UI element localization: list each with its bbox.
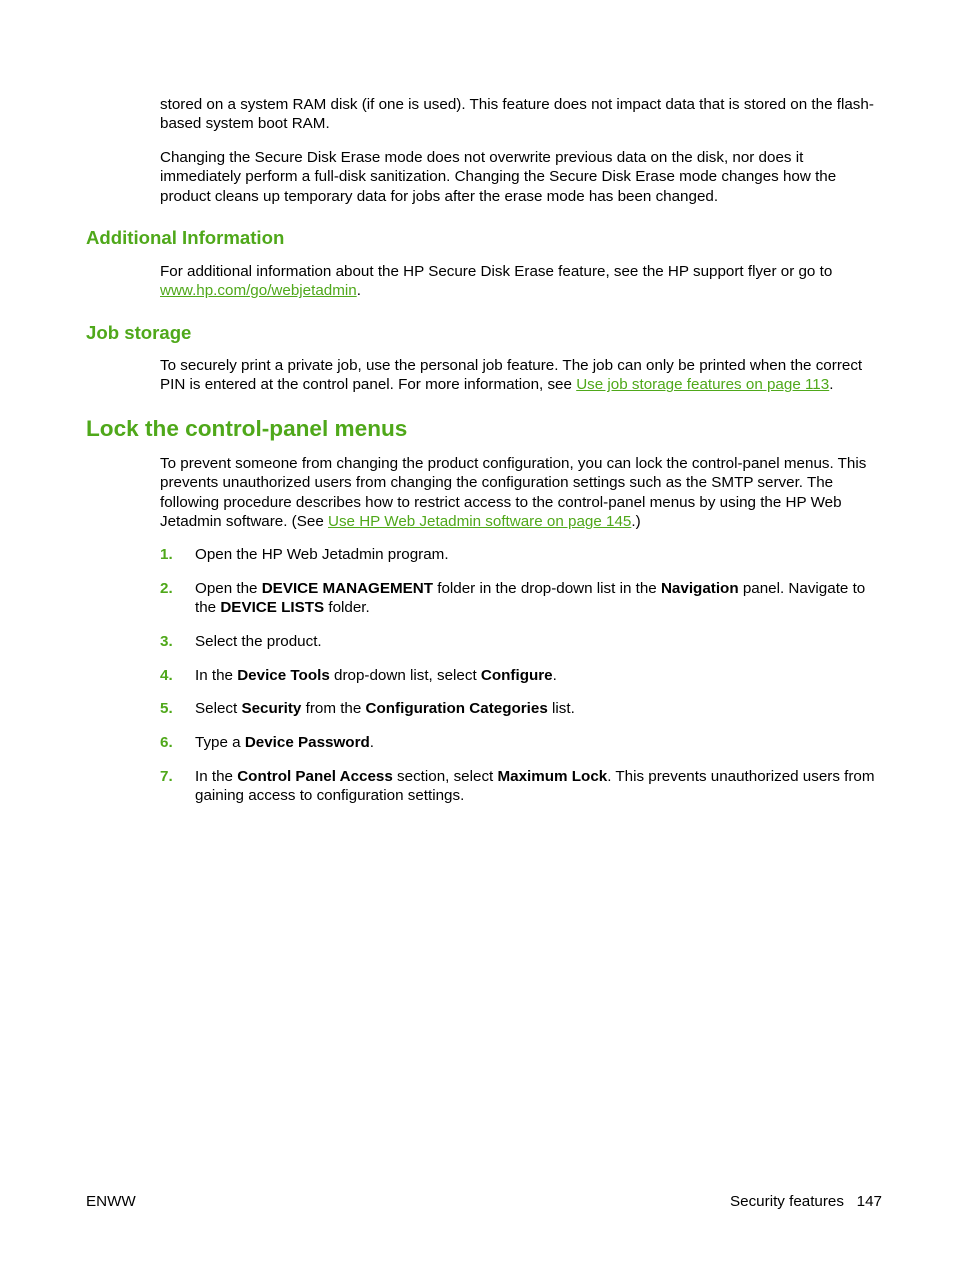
intro-paragraph-1: stored on a system RAM disk (if one is used). This feature does not impact data that is stored on the flash-based system boot RAM.: [160, 96, 874, 133]
step-text: [195, 666, 885, 685]
additional-information-paragraph: [160, 262, 886, 301]
step-text: [195, 767, 885, 806]
step-text-part: Select: [195, 700, 242, 717]
footer-right: [730, 1193, 882, 1210]
lock-control-panel-heading: Lock the control-panel menus: [86, 416, 408, 441]
step-term: Configuration Categories: [365, 700, 548, 717]
footer-left: ENWW: [86, 1193, 136, 1210]
step-number: 7.: [160, 768, 173, 785]
additional-text-end: .: [356, 282, 361, 300]
step-number: 1.: [160, 546, 173, 563]
step-number: 2.: [160, 580, 173, 597]
step-text: [195, 632, 885, 651]
step-term: DEVICE LISTS: [220, 599, 325, 617]
lock-intro-text-end: .): [631, 512, 641, 530]
intro-paragraph-2: Changing the Secure Disk Erase mode does not overwrite previous data on the disk, nor does it immediately perform a full-disk sanitization. Changing the Secure Disk Erase mode changes how the product cleans up temporary data for jobs after the erase mode has been changed.: [160, 149, 837, 205]
step-text-part: list.: [547, 700, 575, 717]
step-number: 5.: [160, 700, 173, 717]
step-text-part: drop-down list, select: [329, 667, 481, 684]
additional-information-heading: Additional Information: [86, 227, 285, 248]
step-term: Device Password: [244, 734, 370, 751]
step-text-part: . This prevents unauthorized users from gaining access to configuration settings.: [195, 768, 875, 805]
step-text-part: Type a: [195, 734, 245, 751]
step-text-part: .: [552, 667, 557, 684]
step-text-part: In the: [195, 768, 238, 785]
step-text-part: Select the product.: [195, 633, 322, 650]
step-term: Maximum Lock: [497, 768, 608, 785]
job-storage-text-end: .: [829, 376, 834, 394]
step-term: Device Tools: [237, 667, 330, 684]
job-storage-paragraph: [160, 356, 886, 395]
footer-section: Security features: [730, 1193, 844, 1210]
step-text-part: Open the: [195, 580, 262, 597]
step-text-part: Open the HP Web Jetadmin program.: [195, 546, 449, 563]
step-text-part: panel. Navigate to the: [195, 580, 866, 617]
step-term: Security: [241, 700, 302, 717]
step-text: [195, 545, 885, 564]
step-text: [195, 699, 885, 718]
step-text-part: folder.: [324, 599, 370, 617]
step-term: Configure: [480, 667, 553, 684]
step-text-part: .: [369, 734, 374, 751]
step-text-part: folder in the drop-down list in the: [433, 580, 661, 597]
additional-text: For additional information about the HP Secure Disk Erase feature, see the HP support flyer or go to: [160, 263, 833, 280]
step-term: DEVICE MANAGEMENT: [261, 580, 434, 597]
lock-intro-text: To prevent someone from changing the product configuration, you can lock the control-panel menus. This prevents unauthorized users from changing the configuration settings such as the SMTP server. The following procedure describes how to restrict access to the control-panel menus by using the HP Web Jetadmin software. (See: [160, 455, 867, 530]
step-term: Control Panel Access: [237, 768, 393, 785]
step-text-part: In the: [195, 667, 238, 684]
step-number: 4.: [160, 667, 173, 684]
step-text-part: section, select: [392, 768, 498, 785]
step-term: Navigation: [660, 580, 739, 597]
step-text: [195, 733, 885, 752]
job-storage-text: To securely print a private job, use the personal job feature. The job can only be printed when the correct PIN is entered at the control panel. For more information, see: [160, 357, 863, 394]
page-number: 147: [856, 1193, 882, 1210]
step-number: 6.: [160, 734, 173, 751]
web-jetadmin-link[interactable]: Use HP Web Jetadmin software on page 145: [327, 512, 632, 530]
step-text: [195, 579, 885, 618]
webjetadmin-link[interactable]: www.hp.com/go/webjetadmin: [160, 282, 357, 300]
step-number: 3.: [160, 633, 173, 650]
step-text-part: from the: [301, 700, 366, 717]
job-storage-heading: Job storage: [86, 322, 192, 343]
job-storage-link[interactable]: Use job storage features on page 113: [576, 376, 830, 394]
lock-intro-paragraph: [160, 454, 886, 531]
